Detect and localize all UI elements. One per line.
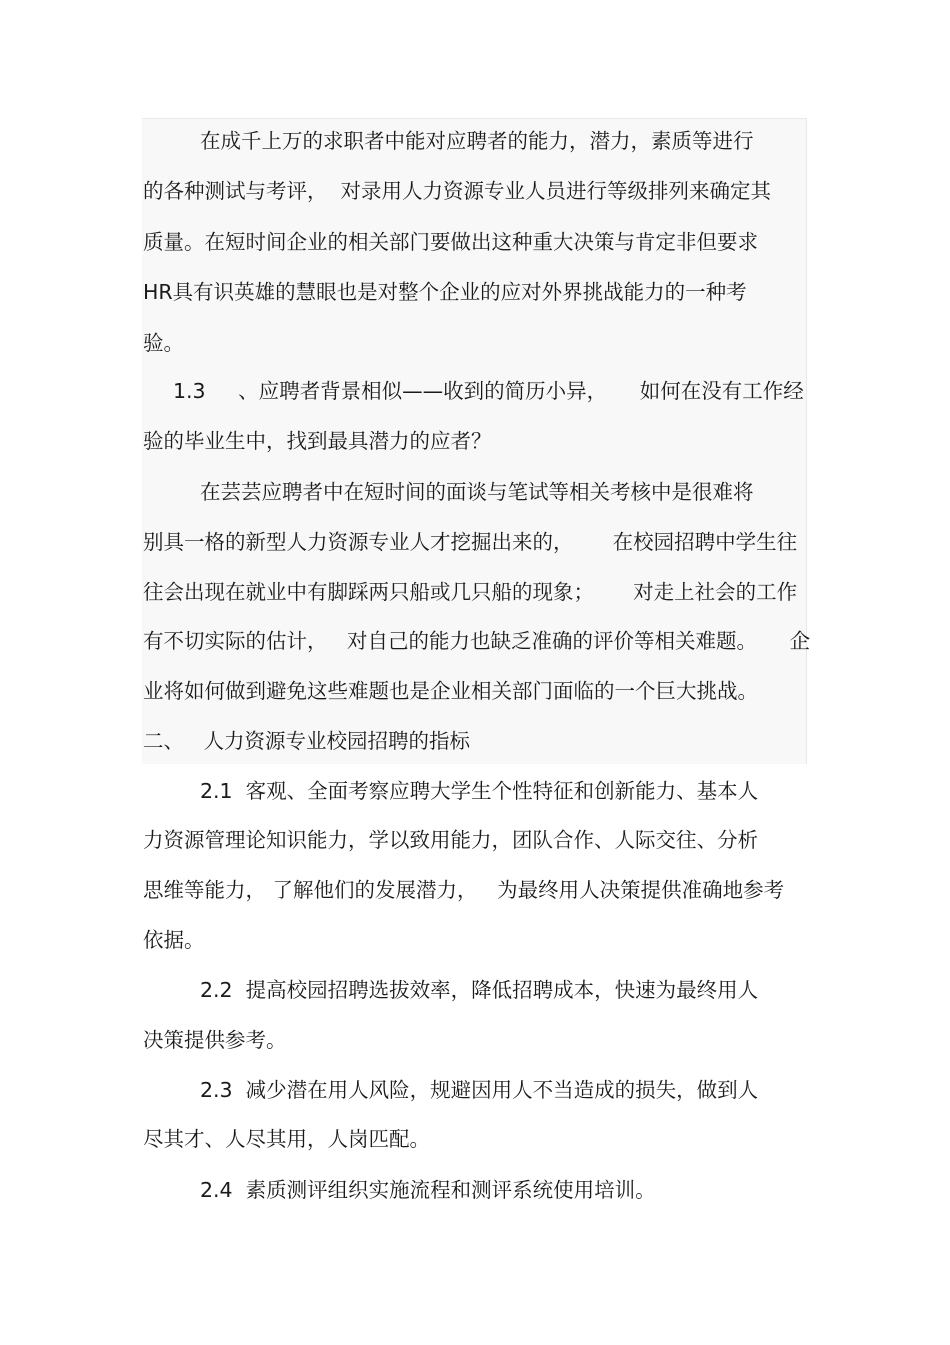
list-item-line: 2.1 客观、全面考察应聘大学生个性特征和创新能力、基本人 xyxy=(200,779,759,803)
list-item-line: 决策提供参考。 xyxy=(143,1028,287,1052)
list-item-line: 思维等能力， 了解他们的发展潜力， 为最终用人决策提供准确地参考 xyxy=(143,878,785,902)
paragraph-line: HR具有识英雄的慧眼也是对整个企业的应对外界挑战能力的一种考 xyxy=(143,280,747,304)
paragraph-line: 在芸芸应聘者中在短时间的面谈与笔试等相关考核中是很难将 xyxy=(200,480,754,504)
list-item-line: 2.3 减少潜在用人风险，规避因用人不当造成的损失，做到人 xyxy=(200,1078,759,1102)
list-item-line: 力资源管理论知识能力，学以致用能力，团队合作、人际交往、分析 xyxy=(143,828,758,852)
paragraph-line: 的各种测试与考评， 对录用人力资源专业人员进行等级排列来确定其 xyxy=(143,179,772,203)
list-item-line: 2.4 素质测评组织实施流程和测评系统使用培训。 xyxy=(200,1178,656,1202)
paragraph-line: 别具一格的新型人力资源专业人才挖掘出来的， 在校园招聘中学生往 xyxy=(143,530,798,554)
paragraph-line: 有不切实际的估计， 对自己的能力也缺乏准确的评价等相关难题。 企 xyxy=(143,629,811,653)
section-heading: 二、 人力资源专业校园招聘的指标 xyxy=(143,729,471,753)
section-heading-line: 1.3 、应聘者背景相似——收到的简历小异， 如何在没有工作经 xyxy=(173,379,804,403)
paragraph-line: 往会出现在就业中有脚踩两只船或几只船的现象； 对走上社会的工作 xyxy=(143,580,798,604)
list-item-line: 2.2 提高校园招聘选拔效率，降低招聘成本，快速为最终用人 xyxy=(200,978,759,1002)
paragraph-line: 验。 xyxy=(143,331,184,355)
section-heading-line: 验的毕业生中，找到最具潜力的应者？ xyxy=(143,429,492,453)
list-item-line: 依据。 xyxy=(143,928,205,952)
list-item-line: 尽其才、人尽其用，人岗匹配。 xyxy=(143,1127,430,1151)
paragraph-line: 质量。在短时间企业的相关部门要做出这种重大决策与肯定非但要求 xyxy=(143,230,758,254)
paragraph-line: 业将如何做到避免这些难题也是企业相关部门面临的一个巨大挑战。 xyxy=(143,679,758,703)
paragraph-line: 在成千上万的求职者中能对应聘者的能力，潜力，素质等进行 xyxy=(200,129,754,153)
